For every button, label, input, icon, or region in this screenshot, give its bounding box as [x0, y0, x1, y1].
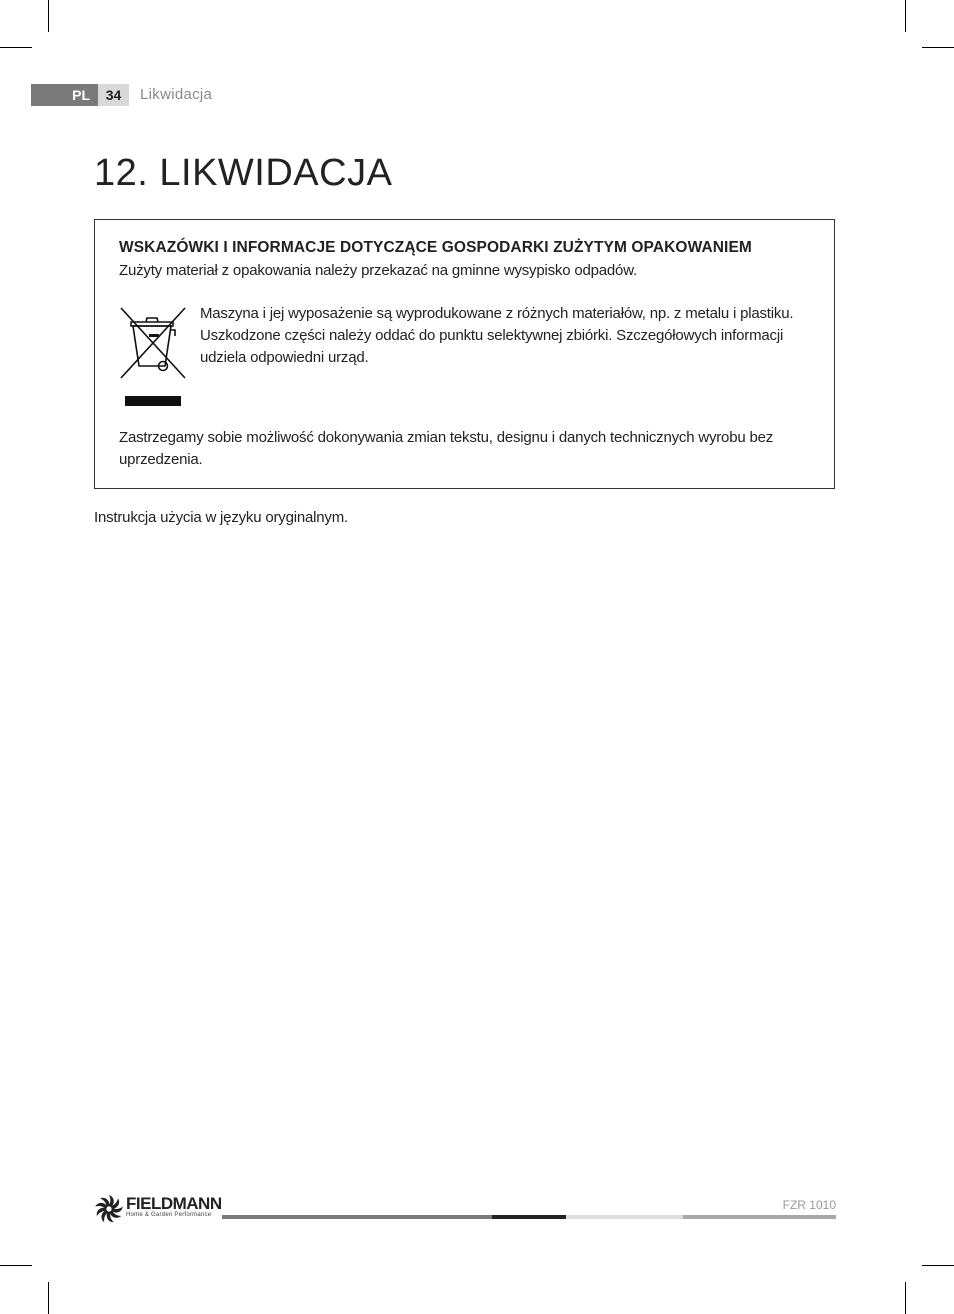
page-title: 12. LIKWIDACJA: [94, 152, 393, 194]
footer-bar: [683, 1215, 836, 1219]
crop-mark: [905, 0, 906, 32]
page-number: 34: [98, 84, 129, 106]
section-name: Likwidacja: [140, 86, 213, 103]
disclaimer-line: uprzedzenia.: [119, 451, 203, 468]
notice-heading: WSKAZÓWKI I INFORMACJE DOTYCZĄCE GOSPODARKI ZUŻYTYM OPAKOWANIEM: [119, 239, 752, 256]
disclaimer-line: Zastrzegamy sobie możliwość dokonywania zmian tekstu, designu i danych technicznych wyrobu bez: [119, 429, 774, 446]
disclaimer-text: [119, 427, 773, 471]
recycling-line: Maszyna i jej wyposażenie są wyprodukowane z różnych materiałów, np. z metalu i plastiku.: [200, 305, 794, 322]
recycling-text: [200, 303, 793, 369]
crop-mark: [905, 1282, 906, 1314]
recycling-line: Uszkodzone części należy oddać do punktu selektywnej zbiórki. Szczegółowych informacji: [200, 327, 784, 344]
crop-mark: [0, 47, 32, 48]
footer-bar: [222, 1215, 492, 1219]
brand-name: FIELDMANN: [126, 1194, 222, 1213]
footer-bar: [566, 1215, 683, 1219]
notice-box: [94, 219, 835, 489]
weee-crossed-bin-icon: [119, 304, 189, 411]
language-label: PL: [72, 87, 90, 103]
crop-mark: [48, 0, 49, 32]
recycling-line: udziela odpowiedni urząd.: [200, 349, 369, 366]
crop-mark: [922, 1265, 954, 1266]
language-tab: [31, 84, 98, 106]
crop-mark: [48, 1282, 49, 1314]
model-number: FZR 1010: [782, 1198, 836, 1212]
footer-bar: [492, 1215, 566, 1219]
fieldmann-logo-icon: [94, 1194, 124, 1229]
original-language-note: Instrukcja użycia w języku oryginalnym.: [94, 509, 348, 526]
brand-tagline: Home & Garden Performance: [126, 1211, 212, 1218]
crop-mark: [922, 47, 954, 48]
crop-mark: [0, 1265, 32, 1266]
packaging-text: Zużyty materiał z opakowania należy przekazać na gminne wysypisko odpadów.: [119, 262, 637, 279]
